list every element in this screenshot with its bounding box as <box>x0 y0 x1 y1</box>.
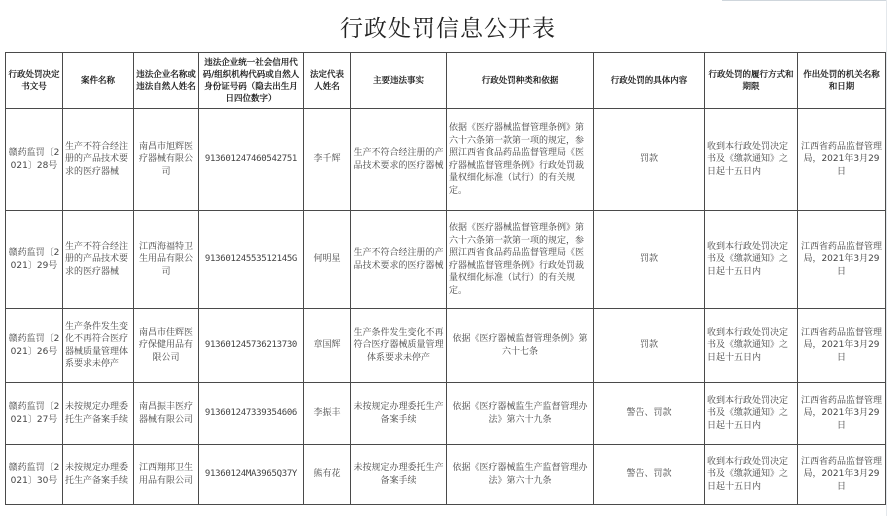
cell-method: 收到本行政处罚决定书及《缴款通知》之日起十五日内 <box>705 309 798 383</box>
cell-content: 罚款 <box>594 309 705 383</box>
cell-case-name: 生产不符合经注册的产品技术要求的医疗器械 <box>63 211 134 309</box>
cell-legal-rep: 章国辉 <box>304 309 351 383</box>
header-case-name: 案件名称 <box>63 53 134 109</box>
cell-method: 收到本行政处罚决定书及《缴款通知》之日起十五日内 <box>705 445 798 505</box>
cell-content: 警告、罚款 <box>594 383 705 445</box>
cell-credit-code: 913601245736213730 <box>199 309 304 383</box>
cell-facts: 未按规定办理委托生产备案手续 <box>351 383 447 445</box>
table-header-row <box>6 53 886 109</box>
header-credit-code: 违法企业统一社会信用代码/组织机构代码或自然人身份证号码（隐去出生月日四位数字） <box>199 53 304 109</box>
cell-legal-rep: 熊有花 <box>304 445 351 505</box>
table-row <box>6 109 886 211</box>
header-entity: 违法企业名称或违法自然人姓名 <box>134 53 199 109</box>
cell-basis: 依据《医疗器械监生产监督管理办法》第六十九条 <box>447 445 594 505</box>
cell-facts: 生产不符合经注册的产品技术要求的医疗器械 <box>351 211 447 309</box>
cell-entity: 南昌振丰医疗器械有限公司 <box>134 383 199 445</box>
cell-legal-rep: 何明星 <box>304 211 351 309</box>
cell-facts: 未按规定办理委托生产备案手续 <box>351 445 447 505</box>
cell-doc-no: 赣药监罚〔2021〕28号 <box>6 109 63 211</box>
cell-basis: 依据《医疗器械监督管理条例》第六十七条 <box>447 309 594 383</box>
cell-method: 收到本行政处罚决定书及《缴款通知》之日起十五日内 <box>705 383 798 445</box>
table-row <box>6 383 886 445</box>
header-content: 行政处罚的具体内容 <box>594 53 705 109</box>
cell-method: 收到本行政处罚决定书及《缴款通知》之日起十五日内 <box>705 109 798 211</box>
cell-authority: 江西省药品监督管理局，2021年3月29日 <box>798 445 886 505</box>
cell-authority: 江西省药品监督管理局，2021年3月29日 <box>798 309 886 383</box>
cell-entity: 南昌市佳辉医疗保健用品有限公司 <box>134 309 199 383</box>
cell-content: 警告、罚款 <box>594 445 705 505</box>
header-basis: 行政处罚种类和依据 <box>447 53 594 109</box>
cell-doc-no: 赣药监罚〔2021〕27号 <box>6 383 63 445</box>
cell-entity: 江西翔邦卫生用品有限公司 <box>134 445 199 505</box>
cell-case-name: 生产条件发生变化不再符合医疗器械质量管理体系要求未停产 <box>63 309 134 383</box>
cell-case-name: 未按规定办理委托生产备案手续 <box>63 445 134 505</box>
cell-entity: 南昌市旭辉医疗器械有限公司 <box>134 109 199 211</box>
cell-basis: 依据《医疗器械监生产监督管理办法》第六十九条 <box>447 383 594 445</box>
top-border-line <box>722 0 887 1</box>
cell-credit-code: 913601247339354606 <box>199 383 304 445</box>
cell-doc-no: 赣药监罚〔2021〕26号 <box>6 309 63 383</box>
cell-basis: 依据《医疗器械监督管理条例》第六十六条第一款第一项的规定，参照江西省食品药品监督管理局《医疗器械监督管理条例》行政处罚裁量权细化标准（试行）的有关规定。 <box>447 109 594 211</box>
header-doc-no: 行政处罚决定书文号 <box>6 53 63 109</box>
cell-doc-no: 赣药监罚〔2021〕29号 <box>6 211 63 309</box>
penalty-table <box>5 52 886 505</box>
cell-legal-rep: 李千辉 <box>304 109 351 211</box>
header-method: 行政处罚的履行方式和期限 <box>705 53 798 109</box>
table-row <box>6 309 886 383</box>
header-facts: 主要违法事实 <box>351 53 447 109</box>
cell-method: 收到本行政处罚决定书及《缴款通知》之日起十五日内 <box>705 211 798 309</box>
cell-entity: 江西海福特卫生用品有限公司 <box>134 211 199 309</box>
cell-content: 罚款 <box>594 211 705 309</box>
cell-credit-code: 913601247460542751 <box>199 109 304 211</box>
cell-case-name: 生产不符合经注册的产品技术要求的医疗器械 <box>63 109 134 211</box>
right-border-line <box>886 0 887 516</box>
cell-authority: 江西省药品监督管理局，2021年3月29日 <box>798 383 886 445</box>
table-row <box>6 211 886 309</box>
header-authority: 作出处罚的机关名称和日期 <box>798 53 886 109</box>
cell-credit-code: 91360124553512145G <box>199 211 304 309</box>
cell-basis: 依据《医疗器械监督管理条例》第六十六条第一款第一项的规定，参照江西省食品药品监督管理局《医疗器械监督管理条例》行政处罚裁量权细化标准（试行）的有关规定。 <box>447 211 594 309</box>
cell-legal-rep: 李振丰 <box>304 383 351 445</box>
cell-doc-no: 赣药监罚〔2021〕30号 <box>6 445 63 505</box>
cell-authority: 江西省药品监督管理局，2021年3月29日 <box>798 211 886 309</box>
cell-facts: 生产不符合经注册的产品技术要求的医疗器械 <box>351 109 447 211</box>
page-title: 行政处罚信息公开表 <box>340 16 556 42</box>
cell-content: 罚款 <box>594 109 705 211</box>
cell-case-name: 未按规定办理委托生产备案手续 <box>63 383 134 445</box>
table-row <box>6 445 886 505</box>
cell-authority: 江西省药品监督管理局，2021年3月29日 <box>798 109 886 211</box>
cell-facts: 生产条件发生变化不再符合医疗器械质量管理体系要求未停产 <box>351 309 447 383</box>
cell-credit-code: 91360124MA3965Q37Y <box>199 445 304 505</box>
header-legal-rep: 法定代表人姓名 <box>304 53 351 109</box>
